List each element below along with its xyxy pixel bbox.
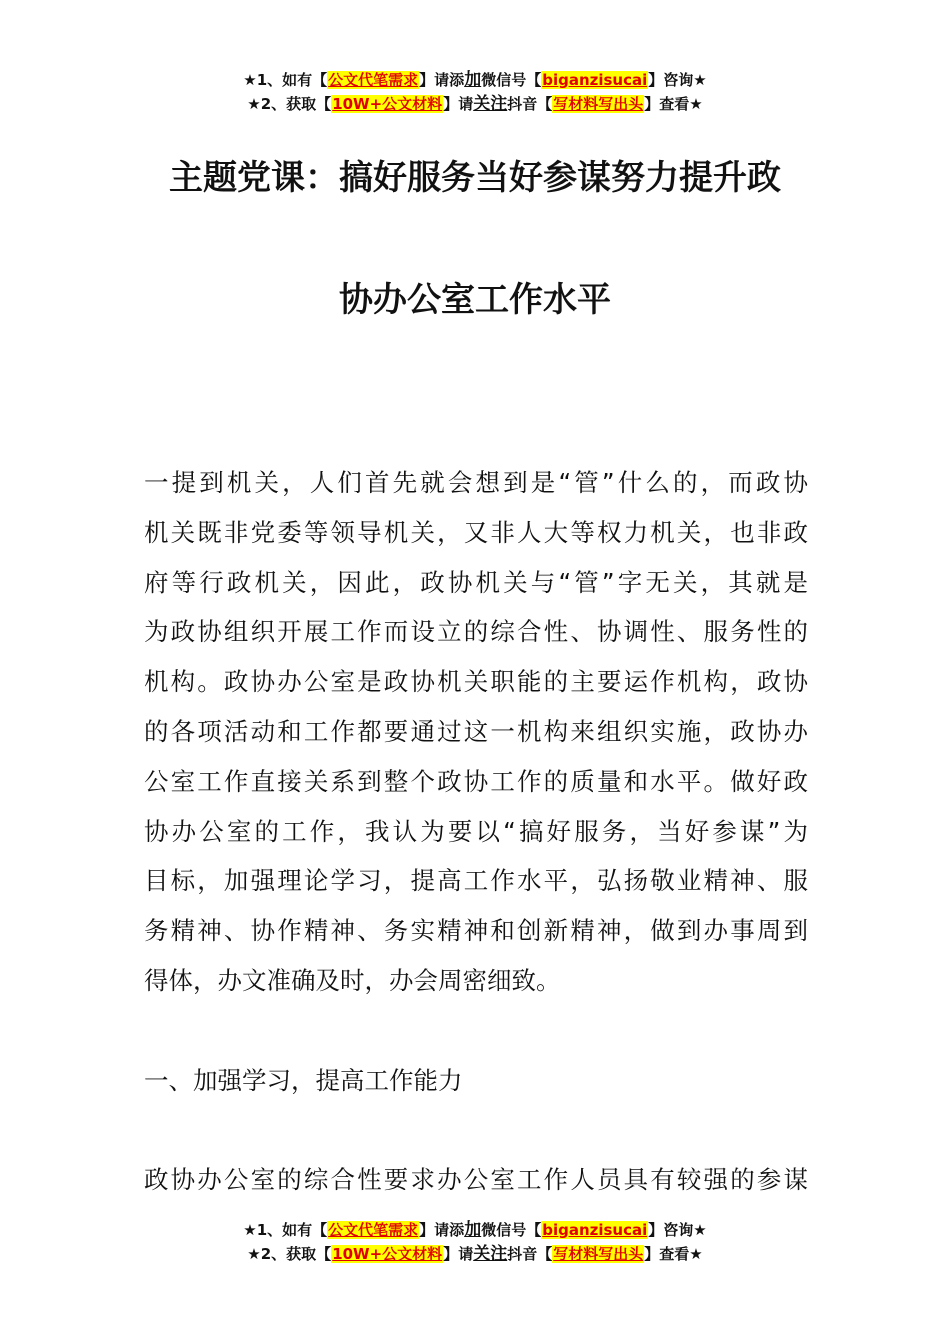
banner-text: 】请 bbox=[443, 1245, 474, 1263]
materials-highlight: 10W+公文材料 bbox=[332, 1245, 443, 1263]
banner-text: 2、获取【 bbox=[260, 95, 332, 113]
banner-text: 】咨询★ bbox=[648, 1221, 707, 1239]
banner-line-2 bbox=[0, 1242, 950, 1266]
section-heading-text: 一、加强学习，提高工作能力 bbox=[144, 1066, 463, 1095]
banner-text: 微信号【 bbox=[481, 71, 542, 89]
ghostwriting-highlight: 公文代笔需求 bbox=[328, 71, 419, 89]
banner-underlined-text: 关注 bbox=[473, 94, 508, 114]
banner-line-2 bbox=[0, 92, 950, 116]
banner-text: 】查看★ bbox=[644, 1245, 703, 1263]
douyin-account-highlight: 写材料写出头 bbox=[553, 95, 644, 113]
paragraph-line: 协办公室的工作，我认为要以“搞好服务，当好参谋”为 bbox=[144, 816, 808, 846]
banner-text: 】请添 bbox=[419, 71, 465, 89]
paragraph-line: 机构。政协办公室是政协机关职能的主要运作机构，政协 bbox=[144, 667, 808, 697]
footer-banner bbox=[0, 1218, 950, 1266]
materials-highlight: 10W+公文材料 bbox=[332, 95, 443, 113]
star-icon: ★ bbox=[247, 1245, 261, 1263]
paragraph-line: 务精神、协作精神、务实精神和创新精神，做到办事周到 bbox=[144, 916, 808, 946]
star-icon: ★ bbox=[243, 71, 257, 89]
section-heading bbox=[144, 1056, 808, 1106]
banner-text: 】请 bbox=[443, 95, 474, 113]
banner-text: 1、如有【 bbox=[256, 1221, 328, 1239]
banner-line-1 bbox=[0, 1218, 950, 1242]
banner-text: 2、获取【 bbox=[260, 1245, 332, 1263]
header-banner bbox=[0, 68, 950, 116]
banner-underlined-text: 加 bbox=[464, 70, 482, 90]
banner-text: 1、如有【 bbox=[256, 71, 328, 89]
paragraph-line: 目标，加强理论学习，提高工作水平，弘扬敬业精神、服 bbox=[144, 866, 808, 896]
banner-line-1 bbox=[0, 68, 950, 92]
paragraph-line: 得体，办文准确及时，办会周密细致。 bbox=[144, 965, 561, 995]
paragraph-line: 为政协组织开展工作而设立的综合性、协调性、服务性的 bbox=[144, 617, 808, 647]
banner-text: 】咨询★ bbox=[648, 71, 707, 89]
banner-text: 抖音【 bbox=[507, 95, 553, 113]
banner-text: 】查看★ bbox=[644, 95, 703, 113]
banner-text: 】请添 bbox=[419, 1221, 465, 1239]
page-title-line-2: 协办公室工作水平 bbox=[339, 280, 611, 320]
paragraph-line: 的各项活动和工作都要通过这一机构来组织实施，政协办 bbox=[144, 716, 808, 746]
banner-text: 抖音【 bbox=[507, 1245, 553, 1263]
intro-paragraph bbox=[144, 458, 808, 1006]
banner-text: 微信号【 bbox=[481, 1221, 542, 1239]
paragraph-line: 一提到机关，人们首先就会想到是“管”什么的，而政协 bbox=[144, 468, 808, 497]
star-icon: ★ bbox=[247, 95, 261, 113]
banner-underlined-text: 加 bbox=[464, 1220, 482, 1240]
page-title-line-1: 主题党课：搞好服务当好参谋努力提升政 bbox=[169, 158, 781, 198]
star-icon: ★ bbox=[243, 1221, 257, 1239]
douyin-account-highlight: 写材料写出头 bbox=[553, 1245, 644, 1263]
paragraph-line: 政协办公室的综合性要求办公室工作人员具有较强的参谋 bbox=[144, 1165, 808, 1194]
paragraph-line: 机关既非党委等领导机关，又非人大等权力机关，也非政 bbox=[144, 517, 808, 547]
ghostwriting-highlight: 公文代笔需求 bbox=[328, 1221, 419, 1239]
section-paragraph bbox=[144, 1155, 808, 1205]
wechat-id-highlight: biganzisucai bbox=[542, 71, 648, 89]
paragraph-line: 府等行政机关，因此，政协机关与“管”字无关，其就是 bbox=[144, 567, 808, 597]
paragraph-line: 公室工作直接关系到整个政协工作的质量和水平。做好政 bbox=[144, 766, 808, 796]
wechat-id-highlight: biganzisucai bbox=[542, 1221, 648, 1239]
banner-underlined-text: 关注 bbox=[473, 1244, 508, 1264]
